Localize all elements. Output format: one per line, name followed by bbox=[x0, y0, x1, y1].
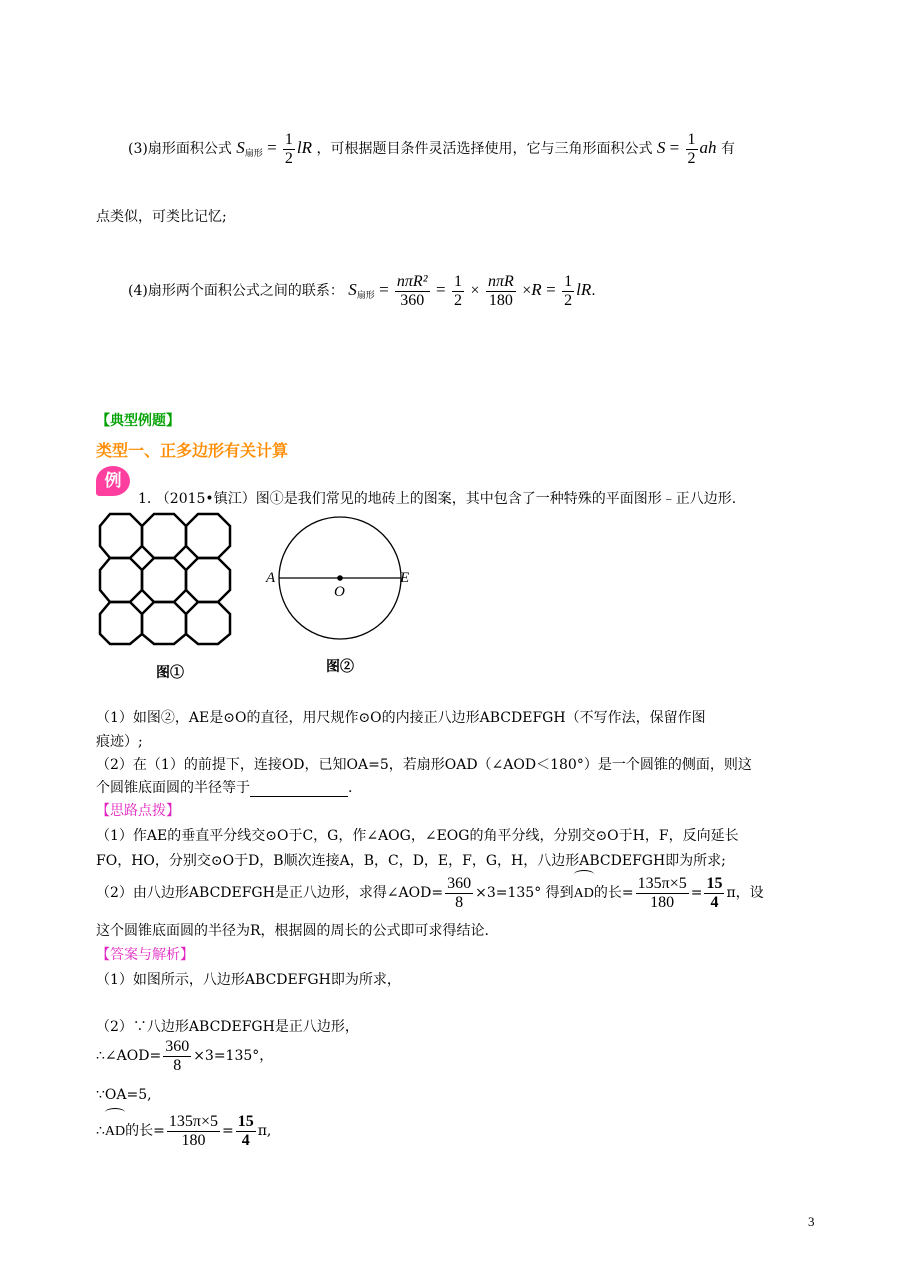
para-4: (4)扇形两个面积公式之间的联系： $S_{扇形}$ = $\frac{\text{nπR²}}{360}$ = $\frac{1}{2}$ × $\frac{\text{nπR}}{180}$ ×R = $\frac{1}{2}$ lR. bbox=[128, 272, 596, 309]
label-o: O bbox=[334, 584, 345, 600]
question-1-line-1: （1）如图②，AE是⊙O的直径，用尺规作⊙O的内接正八边形ABCDEFGH（不写作法，保留作图 bbox=[96, 710, 706, 726]
section-heading-type1: 类型一、正多边形有关计算 bbox=[96, 441, 289, 460]
arc-ad: AD bbox=[574, 870, 594, 914]
answer-line-5: ∴AD的长= $\frac{135\pi\times 5}{180}$ = $\frac{15}{4}$ π, bbox=[96, 1108, 271, 1152]
problem-intro: 1. （2015•镇江）图①是我们常见的地砖上的图案，其中包含了一种特殊的平面图形﹣正八边形. bbox=[138, 491, 737, 507]
hint-line-2: FO，HO，分别交⊙O于D，B顺次连接A，B，C，D，E，F，G，H，八边形ABCDEFGH即为所求; bbox=[96, 853, 726, 869]
triangle-area-formula: S = $\frac{1}{2}$ ah bbox=[656, 130, 717, 167]
page-number: 3 bbox=[808, 1214, 815, 1229]
arc-ad: AD bbox=[105, 1108, 125, 1152]
para-3-cont: 点类似，可类比记忆; bbox=[96, 209, 227, 225]
figure-1-octagon-tiles bbox=[98, 512, 236, 646]
section-heading-examples: 【典型例题】 bbox=[96, 413, 180, 429]
center-point-o bbox=[337, 575, 343, 581]
question-2-line-2: 个圆锥底面圆的半径等于 . bbox=[96, 780, 353, 796]
para-3: (3)扇形面积公式 $S_{扇形}$ = $\frac{1}{2}$ lR ，可根据题目条件灵活选择使用，它与三角形面积公式 S = $\frac{1}{2}$ ah 有 bbox=[128, 130, 735, 167]
octagon-tile bbox=[186, 602, 230, 644]
hint-heading: 【思路点拨】 bbox=[96, 803, 180, 819]
question-2-line-1: （2）在（1）的前提下，连接OD，已知OA=5，若扇形OAD（∠AOD＜180°）是一个圆锥的侧面，则这 bbox=[96, 757, 752, 773]
answer-blank bbox=[250, 782, 348, 797]
label-e: E bbox=[400, 570, 410, 586]
answer-line-2: （2）∵八边形ABCDEFGH是正八边形， bbox=[96, 1019, 359, 1035]
octagon-tile bbox=[142, 602, 186, 644]
example-badge: 例 bbox=[96, 466, 130, 496]
figure-1-caption: 图① bbox=[156, 665, 184, 681]
octagon-tile bbox=[142, 514, 186, 558]
hint-line-1: （1）作AE的垂直平分线交⊙O于C，G，作∠AOG，∠EOG的角平分线，分别交⊙O于H，F，反向延长 bbox=[96, 828, 739, 844]
octagon-tile bbox=[186, 558, 230, 602]
answer-line-4: ∵OA=5, bbox=[96, 1087, 152, 1103]
hint-line-3: （2）由八边形ABCDEFGH是正八边形，求得∠AOD= $\frac{360}{8}$ ×3=135° 得到AD的长= $\frac{135\pi\times 5}{180}$ = $\frac{15}{4}$ π，设 bbox=[96, 870, 764, 914]
octagon-tile bbox=[186, 514, 230, 558]
answer-line-3: ∴∠AOD= $\frac{360}{8}$ ×3=135°， bbox=[96, 1037, 274, 1074]
octagon-tile bbox=[100, 514, 142, 558]
octagon-tile bbox=[142, 558, 186, 602]
figure-2-caption: 图② bbox=[326, 659, 354, 675]
hint-line-4: 这个圆锥底面圆的半径为R，根据圆的周长的公式即可求得结论. bbox=[96, 923, 489, 939]
sector-area-formula: $S_{扇形}$ = $\frac{1}{2}$ lR bbox=[236, 130, 313, 167]
label-a: A bbox=[266, 570, 276, 586]
answer-line-1: （1）如图所示，八边形ABCDEFGH即为所求， bbox=[96, 972, 401, 988]
question-1-line-2: 痕迹）; bbox=[96, 734, 143, 750]
answer-heading: 【答案与解析】 bbox=[96, 947, 194, 963]
octagon-tile bbox=[100, 602, 142, 644]
sector-formula-relation: $S_{扇形}$ = $\frac{\text{nπR²}}{360}$ = $\frac{1}{2}$ × $\frac{\text{nπR}}{180}$ ×R = $\frac{1}{2}$ lR. bbox=[348, 272, 596, 309]
octagon-tile bbox=[100, 558, 142, 602]
